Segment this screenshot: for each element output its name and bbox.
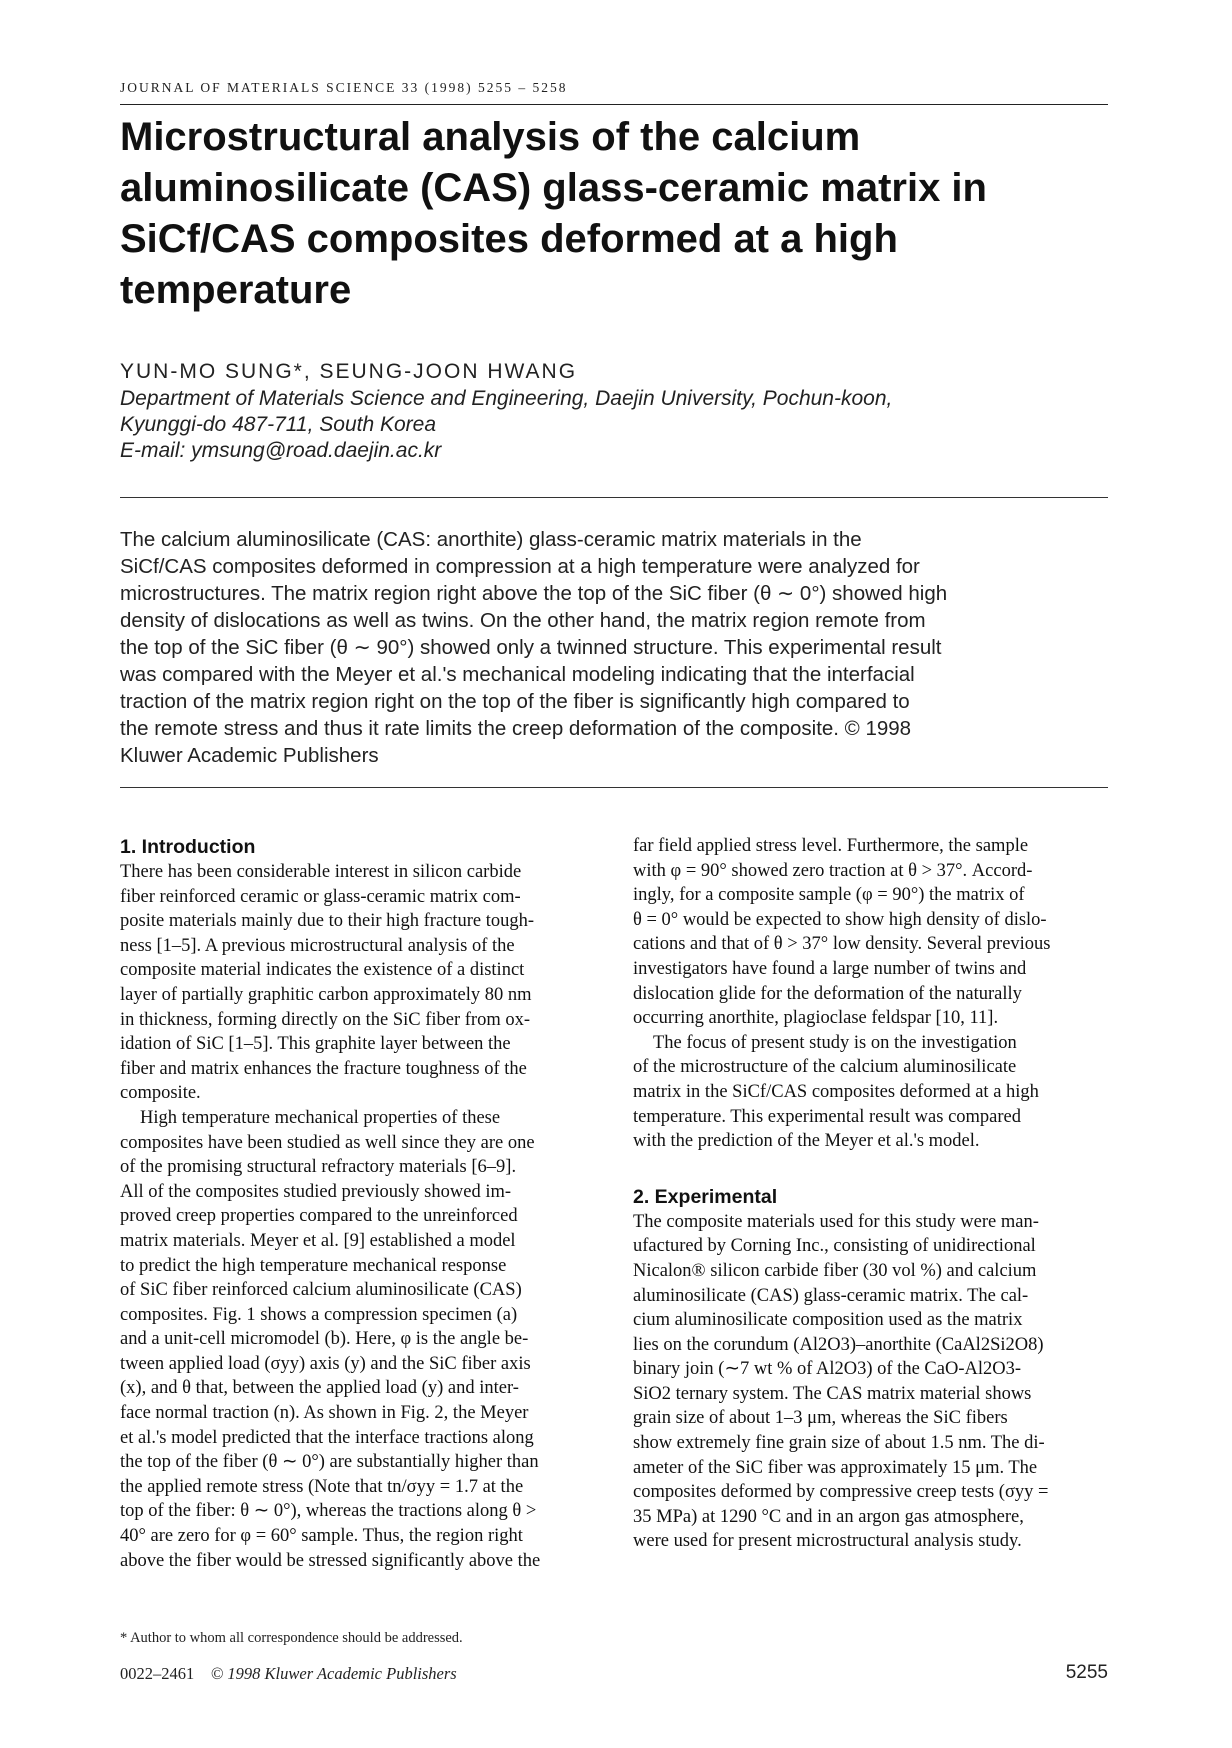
text-line: far field applied stress level. Furthermore, the sample xyxy=(633,836,1029,856)
text-line: et al.'s model predicted that the interface tractions along xyxy=(120,1427,534,1448)
text-line: grain size of about 1–3 μm, whereas the SiC fibers xyxy=(633,1408,1008,1429)
text-line: in thickness, forming directly on the SiC fiber from ox- xyxy=(120,1009,531,1030)
text-line: occurring anorthite, plagioclase feldspar [10, 11]. xyxy=(633,1008,999,1029)
text-line: matrix in the SiCf/CAS composites deformed at a high xyxy=(633,1081,1039,1102)
text-line: posite materials mainly due to their high fracture tough- xyxy=(120,911,535,932)
section-heading-introduction: 1. Introduction xyxy=(120,836,256,858)
abstract-line: SiCf/CAS composites deformed in compression at a high temperature were analyzed for xyxy=(120,555,920,578)
right-column xyxy=(633,834,1108,1554)
text-line: proved creep properties compared to the unreinforced xyxy=(120,1206,518,1227)
text-line: fiber and matrix enhances the fracture toughness of the xyxy=(120,1058,527,1079)
text-line: fiber reinforced ceramic or glass-ceramic matrix com- xyxy=(120,886,521,907)
text-line: matrix materials. Meyer et al. [9] established a model xyxy=(120,1230,516,1251)
text-line: The composite materials used for this study were man- xyxy=(633,1211,1039,1232)
text-line: (x), and θ that, between the applied load (y) and inter- xyxy=(120,1378,519,1399)
copyright: © 1998 Kluwer Academic Publishers xyxy=(210,1664,457,1683)
text-line: lies on the corundum (Al2O3)–anorthite (CaAl2Si2O8) xyxy=(633,1334,1044,1355)
affiliation xyxy=(120,386,1108,464)
abstract xyxy=(120,526,1108,769)
issn: 0022–2461 xyxy=(120,1664,195,1683)
text-line: the applied remote stress (Note that tn/σyy = 1.7 at the xyxy=(120,1476,524,1497)
text-line: face normal traction (n). As shown in Fig. 2, the Meyer xyxy=(120,1403,529,1424)
section-gap xyxy=(633,1154,1108,1184)
text-line: of SiC fiber reinforced calcium aluminosilicate (CAS) xyxy=(120,1280,522,1301)
text-line: composites deformed by compressive creep tests (σyy = xyxy=(633,1482,1049,1503)
abstract-line: The calcium aluminosilicate (CAS: anorthite) glass-ceramic matrix materials in the xyxy=(120,528,862,551)
text-line: cium aluminosilicate composition used as the matrix xyxy=(633,1310,1023,1331)
abstract-line: density of dislocations as well as twins. On the other hand, the matrix region remote from xyxy=(120,609,926,632)
text-line: of the promising structural refractory materials [6–9]. xyxy=(120,1157,517,1178)
text-line: investigators have found a large number of twins and xyxy=(633,958,1027,979)
title-line: SiCf/CAS composites deformed at a high xyxy=(120,217,898,261)
abstract-top-rule xyxy=(120,497,1108,498)
text-line: composites have been studied as well since they are one xyxy=(120,1132,535,1153)
text-line: The focus of present study is on the investigation xyxy=(653,1032,1017,1053)
affiliation-line: Kyunggi-do 487-711, South Korea xyxy=(120,413,437,436)
text-line: the top of the fiber (θ ∼ 0°) are substantially higher than xyxy=(120,1452,539,1473)
text-line: There has been considerable interest in silicon carbide xyxy=(120,862,522,882)
text-line: to predict the high temperature mechanical response xyxy=(120,1255,507,1276)
page-footer xyxy=(120,1664,1108,1684)
text-line: idation of SiC [1–5]. This graphite layer between the xyxy=(120,1034,511,1055)
text-line: cations and that of θ > 37° low density. Several previous xyxy=(633,934,1051,955)
title-line: temperature xyxy=(120,268,352,312)
text-line: composites. Fig. 1 shows a compression specimen (a) xyxy=(120,1304,518,1325)
text-line: ness [1–5]. A previous microstructural analysis of the xyxy=(120,935,515,956)
abstract-line: Kluwer Academic Publishers xyxy=(120,744,379,767)
text-line: were used for present microstructural analysis study. xyxy=(633,1531,1022,1552)
text-line: Nicalon® silicon carbide fiber (30 vol %) and calcium xyxy=(633,1260,1037,1281)
abstract-line: the top of the SiC fiber (θ ∼ 90°) showed only a twinned structure. This experimental result xyxy=(120,636,942,659)
text-line: and a unit-cell micromodel (b). Here, φ is the angle be- xyxy=(120,1329,529,1350)
text-line: θ = 0° would be expected to show high density of dislo- xyxy=(633,909,1047,930)
abstract-line: was compared with the Meyer et al.'s mechanical modeling indicating that the interfacial xyxy=(120,663,915,686)
text-line: SiO2 ternary system. The CAS matrix material shows xyxy=(633,1383,1032,1404)
text-line: tween applied load (σyy) axis (y) and the SiC fiber axis xyxy=(120,1353,531,1374)
text-line: All of the composites studied previously showed im- xyxy=(120,1181,512,1202)
left-column xyxy=(120,834,595,1573)
text-line: show extremely fine grain size of about 1.5 nm. The di- xyxy=(633,1433,1045,1454)
text-line: aluminosilicate (CAS) glass-ceramic matrix. The cal- xyxy=(633,1285,1029,1306)
text-line: layer of partially graphitic carbon approximately 80 nm xyxy=(120,984,532,1005)
text-line: High temperature mechanical properties of these xyxy=(140,1107,501,1128)
author-email[interactable]: E-mail: ymsung@road.daejin.ac.kr xyxy=(120,439,442,462)
section-heading-experimental: 2. Experimental xyxy=(633,1185,778,1208)
text-line: dislocation glide for the deformation of the naturally xyxy=(633,983,1022,1004)
abstract-line: microstructures. The matrix region right above the top of the SiC fiber (θ ∼ 0°) showed high xyxy=(120,582,948,605)
text-line: temperature. This experimental result was compared xyxy=(633,1106,1022,1127)
text-line: top of the fiber: θ ∼ 0°), whereas the tractions along θ > xyxy=(120,1501,537,1522)
title-line: aluminosilicate (CAS) glass-ceramic matrix in xyxy=(120,166,987,210)
text-line: with φ = 90° showed zero traction at θ > 37°. Accord- xyxy=(633,860,1033,881)
text-line: ingly, for a composite sample (φ = 90°) the matrix of xyxy=(633,885,1025,906)
text-line: ufactured by Corning Inc., consisting of unidirectional xyxy=(633,1236,1036,1257)
text-line: binary join (∼7 wt % of Al2O3) of the CaO-Al2O3- xyxy=(633,1359,1022,1380)
affiliation-line: Department of Materials Science and Engineering, Daejin University, Pochun-koon, xyxy=(120,387,893,410)
footnote: * Author to whom all correspondence should be addressed. xyxy=(120,1630,463,1646)
paper-title xyxy=(120,112,1108,316)
text-line: above the fiber would be stressed significantly above the xyxy=(120,1550,541,1571)
authors: YUN-MO SUNG*, SEUNG-JOON HWANG xyxy=(120,360,578,383)
text-line: composite material indicates the existence of a distinct xyxy=(120,960,525,981)
header-rule xyxy=(120,104,1108,105)
text-line: 35 MPa) at 1290 °C and in an argon gas atmosphere, xyxy=(633,1506,1024,1527)
text-line: 40° are zero for φ = 60° sample. Thus, the region right xyxy=(120,1526,523,1547)
paper-page xyxy=(120,0,1108,1748)
abstract-line: the remote stress and thus it rate limits the creep deformation of the composite. © 1998 xyxy=(120,717,912,740)
abstract-bottom-rule xyxy=(120,787,1108,788)
text-line: of the microstructure of the calcium aluminosilicate xyxy=(633,1057,1017,1078)
text-line: composite. xyxy=(120,1083,201,1104)
text-line: ameter of the SiC fiber was approximately 15 μm. The xyxy=(633,1457,1038,1478)
running-head: JOURNAL OF MATERIALS SCIENCE 33 (1998) 5255 – 5258 xyxy=(120,80,568,95)
title-line: Microstructural analysis of the calcium xyxy=(120,115,861,159)
page-number: 5255 xyxy=(1065,1662,1108,1683)
text-line: with the prediction of the Meyer et al.'s model. xyxy=(633,1131,980,1152)
abstract-line: traction of the matrix region right on the top of the fiber is significantly high compared to xyxy=(120,690,910,713)
